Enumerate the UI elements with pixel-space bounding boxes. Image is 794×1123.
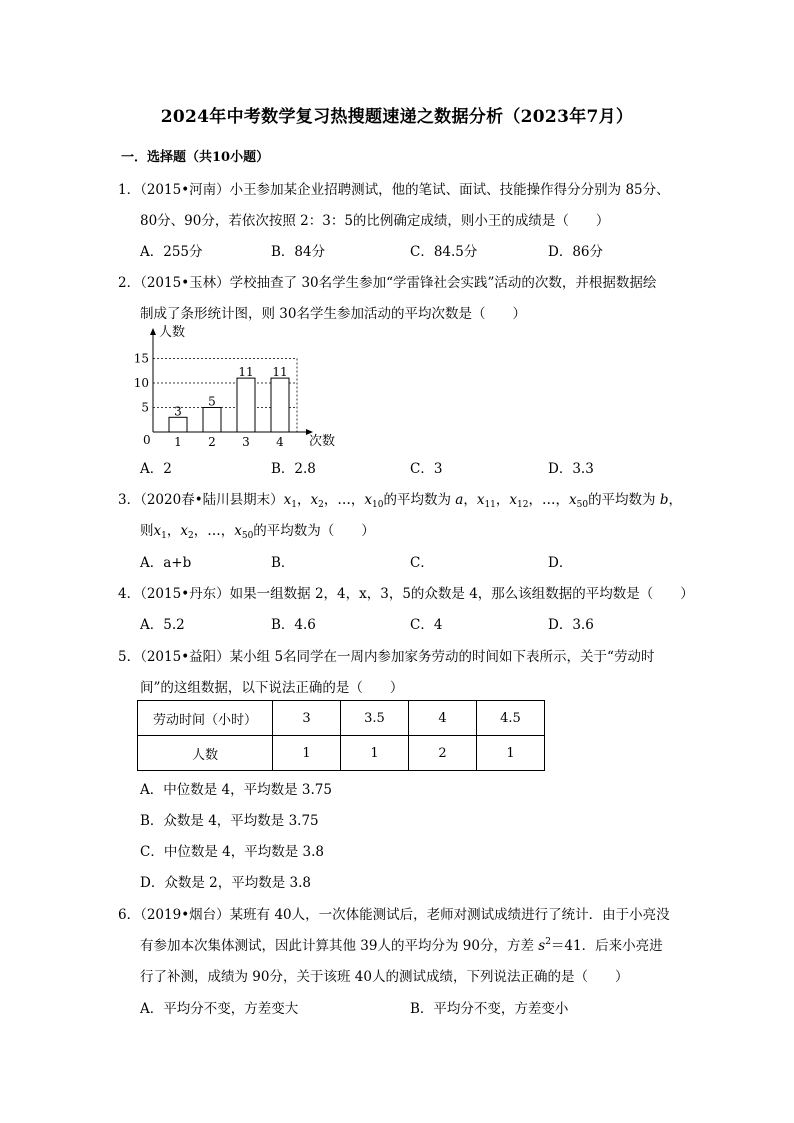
var-x: x bbox=[364, 492, 373, 508]
q3-line2: 则$x_1$，$x_2$，…，$x_{50}$的平均数为（ ） bbox=[140, 523, 375, 541]
bar-value-label: 3 bbox=[174, 404, 182, 419]
var-x: x bbox=[509, 492, 518, 508]
x-tick-label: 4 bbox=[276, 435, 284, 447]
table-cell: 3.5 bbox=[341, 701, 409, 736]
q1-option-a: A．255分 bbox=[140, 244, 203, 260]
q4-option-a: A．5.2 bbox=[140, 617, 185, 633]
q3-then: 则 bbox=[140, 523, 154, 539]
page-title: 2024年中考数学复习热搜题速递之数据分析（2023年7月） bbox=[160, 107, 634, 127]
bar-value-label: 11 bbox=[238, 365, 254, 380]
y-axis-arrow bbox=[150, 328, 156, 335]
q6-line2-a: 有参加本次集体测试，因此计算其他 39人的平均分为 90分，方差 bbox=[140, 938, 534, 954]
q5-option-a: A．中位数是 4，平均数是 3.75 bbox=[140, 782, 332, 798]
q5-option-d: D．众数是 2，平均数是 3.8 bbox=[140, 875, 311, 891]
q3-option-d: D． bbox=[548, 555, 573, 571]
bar bbox=[237, 378, 255, 432]
q3-option-b: B． bbox=[271, 555, 295, 571]
y-tick-label: 5 bbox=[141, 400, 149, 415]
origin-label: 0 bbox=[143, 433, 151, 447]
table-cell: 劳动时间（小时） bbox=[138, 701, 273, 736]
q6-option-a: A．平均分不变，方差变大 bbox=[140, 1001, 299, 1017]
table-row bbox=[138, 701, 545, 736]
bar-value-label: 11 bbox=[272, 365, 288, 380]
q2-line1: 2．（2015•玉林）学校抽查了 30名学生参加“学雷锋社会实践”活动的次数，并根据数据绘 bbox=[118, 275, 657, 291]
q6-line2 bbox=[140, 934, 663, 954]
var-x: x bbox=[476, 492, 485, 508]
labor-time-table bbox=[137, 700, 545, 771]
q1-line1: 1．（2015•河南）小王参加某企业招聘测试，他的笔试、面试、技能操作得分分别为 85分、 bbox=[118, 182, 670, 198]
q3-text-a: 的平均数为 bbox=[383, 492, 451, 508]
var-x: x bbox=[310, 492, 319, 508]
table-row bbox=[138, 736, 545, 771]
x-tick-label: 1 bbox=[174, 435, 182, 447]
q3-line1: 3．（2020春•陆川县期末）$x_1$，$x_2$，…，$x_{10}$的平均数为 a，$x_{11}$，$x_{12}$，…，$x_{50}$的平均数为 b， bbox=[118, 492, 683, 510]
var-x: x bbox=[234, 523, 242, 539]
table-cell: 1 bbox=[477, 736, 545, 771]
bar bbox=[271, 378, 289, 432]
q4-option-b: B．4.6 bbox=[271, 617, 316, 633]
y-tick-label: 10 bbox=[133, 376, 149, 390]
table-cell: 1 bbox=[341, 736, 409, 771]
q4-option-d: D．3.6 bbox=[548, 617, 594, 633]
var-x: x bbox=[153, 523, 162, 539]
table-cell: 2 bbox=[409, 736, 477, 771]
table-cell: 4.5 bbox=[477, 701, 545, 736]
q1-line2: 80分、90分，若依次按照 2：3：5的比例确定成绩，则小王的成绩是（ ） bbox=[140, 213, 610, 229]
q3-text-b: 的平均数为 bbox=[588, 492, 656, 508]
q3-prefix: 3．（2020春•陆川县期末） bbox=[118, 492, 284, 508]
bar-value-label: 5 bbox=[208, 394, 216, 409]
x-axis-label: 次数 bbox=[309, 434, 336, 447]
y-tick-label: 15 bbox=[133, 351, 149, 366]
var-s: s bbox=[538, 938, 546, 954]
q2-line2: 制成了条形统计图，则 30名学生参加活动的平均次数是（ ） bbox=[140, 306, 526, 322]
y-axis-label: 人数 bbox=[159, 325, 186, 340]
section-heading: 一．选择题（共10小题） bbox=[121, 150, 270, 165]
var-x: x bbox=[283, 492, 292, 508]
x-tick-label: 3 bbox=[242, 435, 250, 447]
bar-chart bbox=[125, 322, 355, 447]
bar bbox=[169, 417, 187, 432]
q4-line1: 4．（2015•丹东）如果一组数据 2，4，x，3，5的众数是 4，那么该组数据的平均数是（ ） bbox=[118, 586, 694, 602]
bar bbox=[203, 408, 221, 433]
var-x: x bbox=[180, 523, 188, 539]
q1-option-c: C．84.5分 bbox=[410, 244, 478, 260]
q3-mean-a: a bbox=[455, 492, 464, 508]
table-cell: 人数 bbox=[138, 736, 273, 771]
q5-option-b: B．众数是 4，平均数是 3.75 bbox=[140, 813, 319, 829]
q5-line1: 5．（2015•益阳）某小组 5名同学在一周内参加家务劳动的时间如下表所示，关于“劳动时 bbox=[118, 649, 655, 665]
var-x: x bbox=[568, 492, 577, 508]
q2-option-d: D．3.3 bbox=[548, 461, 594, 477]
q6-option-b: B．平均分不变，方差变小 bbox=[410, 1001, 569, 1017]
x-tick-label: 2 bbox=[208, 435, 216, 447]
q1-option-d: D．86分 bbox=[548, 244, 604, 260]
q6-line3: 行了补测，成绩为 90分，关于该班 40人的测试成绩，下列说法正确的是（ ） bbox=[140, 969, 629, 985]
table-cell: 4 bbox=[409, 701, 477, 736]
q1-option-b: B．84分 bbox=[271, 244, 326, 260]
q5-option-c: C．中位数是 4，平均数是 3.8 bbox=[140, 844, 324, 860]
q3-option-a: A．a+b bbox=[140, 555, 192, 571]
table-cell: 1 bbox=[273, 736, 341, 771]
q2-option-b: B．2.8 bbox=[271, 461, 316, 477]
q3-mean-b: b bbox=[659, 492, 669, 508]
q3-tail: 的平均数为（ ） bbox=[253, 523, 375, 539]
q5-line2: 间”的这组数据，以下说法正确的是（ ） bbox=[140, 680, 404, 696]
q6-line1: 6．（2019•烟台）某班有 40人，一次体能测试后，老师对测试成绩进行了统计．由于小亮没 bbox=[118, 907, 670, 923]
q6-line2-b: ＝41．后来小亮进 bbox=[550, 938, 663, 954]
q2-option-c: C．3 bbox=[410, 461, 443, 477]
exponent: 2 bbox=[545, 937, 551, 947]
q2-option-a: A．2 bbox=[140, 461, 172, 477]
q3-option-c: C． bbox=[410, 555, 434, 571]
q4-option-c: C．4 bbox=[410, 617, 443, 633]
table-cell: 3 bbox=[273, 701, 341, 736]
